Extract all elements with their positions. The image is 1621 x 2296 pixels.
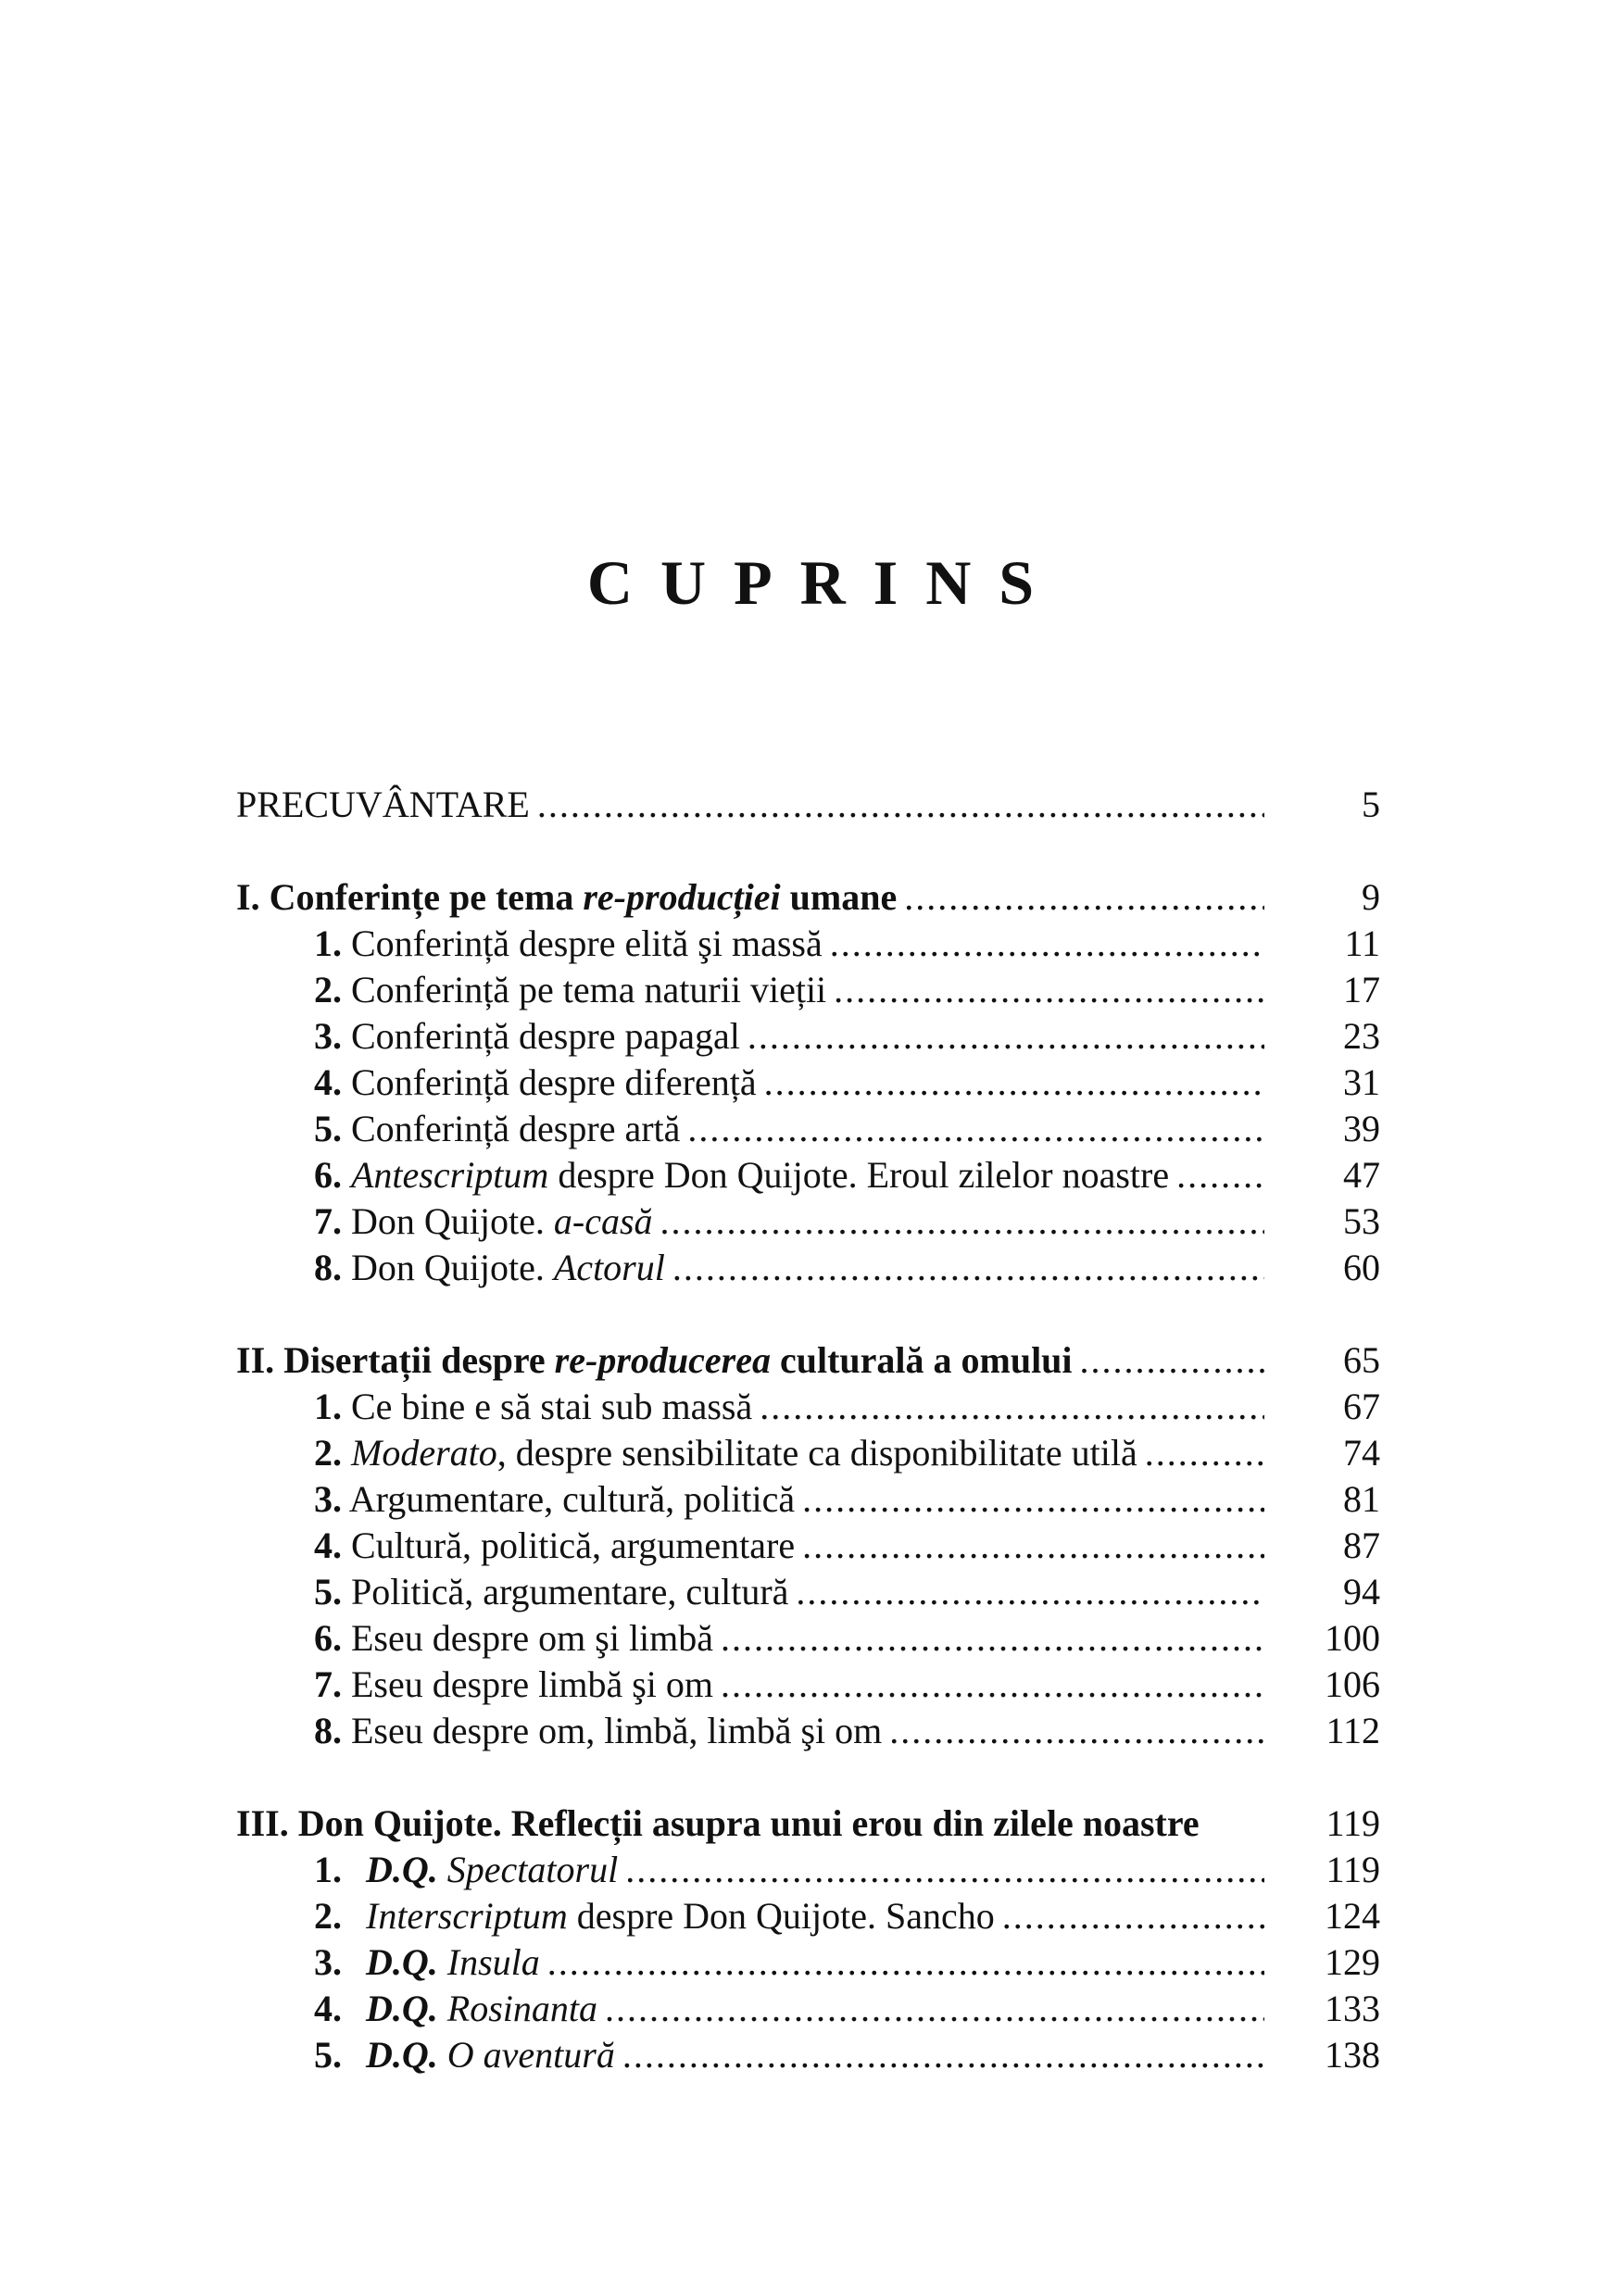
leader-dots — [680, 1107, 1264, 1150]
leader-dots — [823, 922, 1264, 965]
toc-entry[interactable] — [236, 1385, 1380, 1431]
entry-number: 2. — [314, 1895, 342, 1937]
toc-entry-text: Conferință despre artă — [351, 1108, 681, 1149]
page-number: 100 — [1325, 1617, 1380, 1659]
entry-number: 1. — [314, 922, 342, 964]
toc-entry-emphasis: Spectatorul — [446, 1849, 619, 1890]
toc-entry-abbrev: D.Q. — [366, 1941, 438, 1983]
page-number: 133 — [1325, 1988, 1380, 2029]
toc-part-heading[interactable] — [236, 1338, 1380, 1385]
toc-entry-emphasis: Antescriptum — [351, 1154, 549, 1196]
leader-dots — [795, 1524, 1264, 1567]
toc-entry[interactable] — [236, 1060, 1380, 1107]
toc-entry[interactable] — [236, 1709, 1380, 1755]
entry-number: 2. — [314, 1432, 342, 1474]
leader-dots — [1169, 1153, 1264, 1197]
page-number: 5 — [1362, 784, 1380, 825]
leader-dots — [1073, 1338, 1264, 1382]
toc-entry-text: despre Don Quijote. Eroul zilelor noastre — [558, 1154, 1170, 1196]
leader-dots — [826, 968, 1264, 1011]
entry-number: 1. — [314, 1849, 342, 1890]
toc-entry[interactable] — [236, 922, 1380, 968]
toc-entry[interactable] — [236, 1153, 1380, 1199]
leader-dots — [713, 1616, 1264, 1660]
toc-entry[interactable] — [236, 1477, 1380, 1524]
leader-dots — [618, 1848, 1264, 1891]
toc-entry-text: Conferință pe tema naturii vieții — [351, 969, 827, 1010]
entry-number: 1. — [314, 1386, 342, 1427]
entry-number: 7. — [314, 1200, 342, 1242]
toc-entry-text: Eseu despre om şi limbă — [351, 1617, 714, 1659]
entry-number: 4. — [314, 1524, 342, 1566]
toc-entry[interactable] — [236, 1570, 1380, 1616]
leader-dots — [665, 1246, 1264, 1289]
table-of-contents — [236, 783, 1380, 2079]
toc-entry-text: despre Don Quijote. Sancho — [576, 1895, 995, 1937]
entry-number: 2. — [314, 969, 342, 1010]
page-number: 17 — [1343, 969, 1380, 1010]
toc-entry-precuvantare[interactable] — [236, 783, 1380, 829]
toc-entry[interactable] — [236, 1524, 1380, 1570]
page-number: 81 — [1343, 1478, 1380, 1520]
page-number: 53 — [1343, 1200, 1380, 1242]
page-number: 106 — [1325, 1663, 1380, 1705]
toc-entry-text: Conferință despre elită şi massă — [351, 922, 823, 964]
entry-number: 5. — [314, 1108, 342, 1149]
entry-number: 8. — [314, 1710, 342, 1751]
page-number: 11 — [1344, 922, 1380, 964]
toc-entry[interactable] — [236, 1014, 1380, 1060]
page-number: 119 — [1326, 1849, 1380, 1890]
part-heading-post: umane — [780, 876, 898, 918]
toc-entry[interactable] — [236, 1894, 1380, 1940]
toc-entry-text: Ce bine e să stai sub massă — [351, 1386, 753, 1427]
leader-dots — [1137, 1431, 1264, 1474]
toc-entry[interactable] — [236, 968, 1380, 1014]
entry-number: 4. — [314, 1988, 342, 2029]
toc-entry-text: Conferință despre diferență — [351, 1061, 757, 1103]
toc-entry[interactable] — [236, 1662, 1380, 1709]
toc-entry-text: Eseu despre om, limbă, limbă şi om — [351, 1710, 883, 1751]
leader-dots — [615, 2033, 1264, 2076]
toc-entry-text: Politică, argumentare, cultură — [351, 1571, 789, 1612]
toc-entry-text: , despre sensibilitate ca disponibilitate utilă — [496, 1432, 1137, 1474]
entry-number: 3. — [314, 1478, 342, 1520]
page-number: 94 — [1343, 1571, 1380, 1612]
page-number: 23 — [1343, 1015, 1380, 1057]
toc-entry-emphasis: a-casă — [553, 1200, 653, 1242]
toc-entry-emphasis: O aventură — [446, 2034, 615, 2076]
leader-dots — [882, 1709, 1264, 1752]
toc-entry[interactable] — [236, 1848, 1380, 1894]
page-number: 129 — [1325, 1941, 1380, 1983]
toc-entry[interactable] — [236, 2033, 1380, 2079]
leader-dots — [995, 1894, 1264, 1938]
part-heading-post: culturală a omului — [770, 1339, 1073, 1381]
entry-number: 5. — [314, 1571, 342, 1612]
toc-entry-text: Cultură, politică, argumentare — [351, 1524, 796, 1566]
page-number: 39 — [1343, 1108, 1380, 1149]
part-heading-pre: I. Conferințe pe tema — [236, 876, 584, 918]
toc-entry-text: Don Quijote. — [351, 1200, 545, 1242]
toc-part-heading[interactable] — [236, 875, 1380, 922]
entry-number: 8. — [314, 1247, 342, 1288]
toc-entry-abbrev: D.Q. — [366, 2034, 438, 2076]
page-number: 112 — [1326, 1710, 1380, 1751]
toc-entry-emphasis: Interscriptum — [366, 1895, 568, 1937]
page-number: 138 — [1325, 2034, 1380, 2076]
toc-entry[interactable] — [236, 1987, 1380, 2033]
page-number: 31 — [1343, 1061, 1380, 1103]
entry-number: 3. — [314, 1941, 342, 1983]
leader-dots — [795, 1477, 1264, 1521]
page-number: 47 — [1343, 1154, 1380, 1196]
toc-entry[interactable] — [236, 1246, 1380, 1292]
entry-number: 3. — [314, 1015, 342, 1057]
toc-entry-emphasis: Actorul — [553, 1247, 665, 1288]
toc-entry-text: Conferință despre papagal — [351, 1015, 740, 1057]
toc-entry-text: PRECUVÂNTARE — [236, 784, 530, 825]
toc-entry-emphasis: Rosinanta — [446, 1988, 598, 2029]
leader-dots — [740, 1014, 1264, 1058]
toc-entry-text: Eseu despre limbă şi om — [351, 1663, 714, 1705]
leader-dots — [713, 1662, 1264, 1706]
page-number: 67 — [1343, 1386, 1380, 1427]
page-number: 60 — [1343, 1247, 1380, 1288]
part-heading-emphasis: re-producerea — [554, 1339, 771, 1381]
page-number: 87 — [1343, 1524, 1380, 1566]
leader-dots — [653, 1199, 1264, 1243]
entry-number: 6. — [314, 1154, 342, 1196]
toc-entry[interactable] — [236, 1616, 1380, 1662]
toc-entry-abbrev: D.Q. — [366, 1988, 438, 2029]
toc-entry[interactable] — [236, 1431, 1380, 1477]
toc-entry[interactable] — [236, 1199, 1380, 1246]
leader-dots — [540, 1940, 1264, 1984]
part-heading-emphasis: re-producției — [583, 876, 781, 918]
toc-entry-emphasis: Moderato — [351, 1432, 497, 1474]
toc-entry[interactable] — [236, 1940, 1380, 1987]
page-title: CUPRINS — [586, 547, 1062, 618]
toc-entry-emphasis: Insula — [446, 1941, 540, 1983]
leader-dots — [897, 875, 1264, 919]
toc-part-heading[interactable] — [236, 1801, 1380, 1848]
leader-dots — [757, 1060, 1264, 1104]
leader-dots — [788, 1570, 1264, 1613]
leader-dots — [752, 1385, 1264, 1428]
entry-number: 7. — [314, 1663, 342, 1705]
part-heading-text: III. Don Quijote. Reflecții asupra unui erou din zilele noastre — [236, 1802, 1200, 1844]
part-heading-pre: II. Disertații despre — [236, 1339, 555, 1381]
leader-dots — [597, 1987, 1264, 2030]
toc-entry[interactable] — [236, 1107, 1380, 1153]
toc-entry-text: Don Quijote. — [351, 1247, 545, 1288]
entry-number: 4. — [314, 1061, 342, 1103]
entry-number: 6. — [314, 1617, 342, 1659]
toc-entry-text: Argumentare, cultură, politică — [348, 1478, 796, 1520]
page-number: 9 — [1362, 876, 1380, 918]
page-number: 124 — [1325, 1895, 1380, 1937]
page-number: 119 — [1326, 1802, 1380, 1844]
toc-entry-abbrev: D.Q. — [366, 1849, 438, 1890]
leader-dots — [530, 783, 1264, 826]
page-number: 65 — [1343, 1339, 1380, 1381]
page-number: 74 — [1343, 1432, 1380, 1474]
entry-number: 5. — [314, 2034, 342, 2076]
